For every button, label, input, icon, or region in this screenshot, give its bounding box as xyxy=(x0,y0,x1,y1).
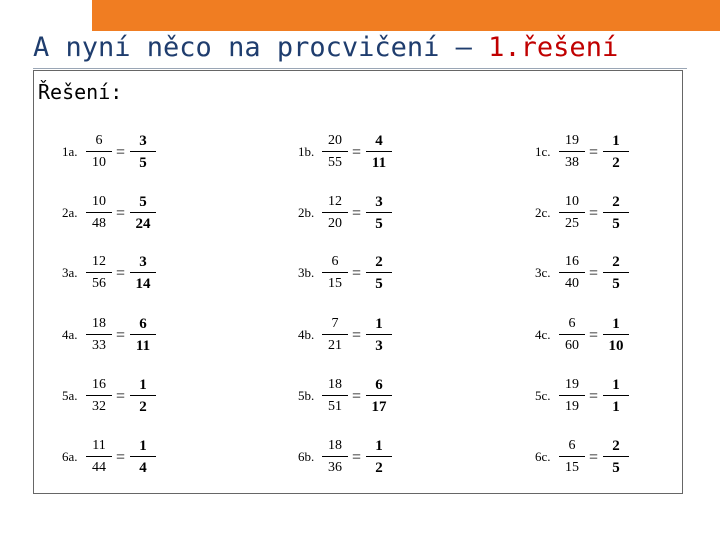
fraction-bar xyxy=(603,334,629,335)
equals-sign: = xyxy=(352,144,362,161)
denominator: 36 xyxy=(328,460,342,475)
original-fraction xyxy=(559,253,585,293)
exercise-3b xyxy=(298,256,418,300)
equals-sign: = xyxy=(589,449,599,466)
exercise-label: 1a. xyxy=(62,144,78,159)
fraction-bar xyxy=(603,395,629,396)
exercise-label: 5a. xyxy=(62,388,78,403)
original-fraction xyxy=(86,315,112,355)
original-fraction xyxy=(86,376,112,416)
exercise-label: 2b. xyxy=(298,205,315,220)
reduced-fraction xyxy=(603,193,629,233)
fraction-bar xyxy=(559,456,585,457)
fraction-bar xyxy=(366,212,392,213)
numerator: 1 xyxy=(139,377,147,393)
numerator: 11 xyxy=(92,438,106,453)
fraction-bar xyxy=(559,212,585,213)
numerator: 18 xyxy=(328,377,342,392)
numerator: 20 xyxy=(328,133,342,148)
denominator: 3 xyxy=(375,338,383,354)
exercise-label: 1b. xyxy=(298,144,315,159)
exercise-label: 2a. xyxy=(62,205,78,220)
fraction-bar xyxy=(559,151,585,152)
fraction-bar xyxy=(86,334,112,335)
equals-sign: = xyxy=(589,205,599,222)
original-fraction xyxy=(322,193,348,233)
numerator: 7 xyxy=(331,316,339,331)
fraction-bar xyxy=(86,456,112,457)
numerator: 2 xyxy=(612,254,620,270)
numerator: 2 xyxy=(612,194,620,210)
fraction-bar xyxy=(130,272,156,273)
title-highlight: 1.řešení xyxy=(488,32,619,63)
exercise-label: 5b. xyxy=(298,388,315,403)
original-fraction xyxy=(559,376,585,416)
fraction-bar xyxy=(86,395,112,396)
fraction-bar xyxy=(559,272,585,273)
exercise-5b xyxy=(298,379,418,423)
numerator: 3 xyxy=(139,254,147,270)
exercise-4b xyxy=(298,318,418,362)
equals-sign: = xyxy=(589,265,599,282)
fraction-bar xyxy=(366,334,392,335)
reduced-fraction xyxy=(603,253,629,293)
equals-sign: = xyxy=(116,449,126,466)
denominator: 5 xyxy=(375,276,383,292)
equals-sign: = xyxy=(589,388,599,405)
numerator: 18 xyxy=(92,316,106,331)
reduced-fraction xyxy=(366,376,392,416)
reduced-fraction xyxy=(130,315,156,355)
reduced-fraction xyxy=(603,376,629,416)
numerator: 2 xyxy=(375,254,383,270)
numerator: 1 xyxy=(612,377,620,393)
exercise-5c xyxy=(535,379,655,423)
denominator: 11 xyxy=(135,338,151,354)
equals-sign: = xyxy=(352,388,362,405)
denominator: 5 xyxy=(612,276,620,292)
original-fraction xyxy=(559,437,585,477)
exercise-label: 1c. xyxy=(535,144,551,159)
fraction-bar xyxy=(603,456,629,457)
numerator: 6 xyxy=(568,438,576,453)
fraction-bar xyxy=(322,212,348,213)
exercise-3c xyxy=(535,256,655,300)
original-fraction xyxy=(322,253,348,293)
fraction-bar xyxy=(130,212,156,213)
denominator: 25 xyxy=(565,216,579,231)
fraction-bar xyxy=(603,151,629,152)
fraction-bar xyxy=(603,272,629,273)
exercise-4a xyxy=(62,318,182,362)
denominator: 1 xyxy=(612,399,620,415)
denominator: 5 xyxy=(612,216,620,232)
solutions-label: Řešení: xyxy=(38,80,123,104)
equals-sign: = xyxy=(352,327,362,344)
denominator: 24 xyxy=(135,216,151,232)
equals-sign: = xyxy=(352,205,362,222)
fraction-bar xyxy=(366,272,392,273)
fraction-bar xyxy=(366,151,392,152)
original-fraction xyxy=(86,132,112,172)
fraction-bar xyxy=(559,395,585,396)
fraction-bar xyxy=(366,456,392,457)
denominator: 40 xyxy=(565,276,579,291)
equals-sign: = xyxy=(116,144,126,161)
denominator: 2 xyxy=(139,399,147,415)
fraction-bar xyxy=(130,334,156,335)
fraction-bar xyxy=(322,272,348,273)
numerator: 12 xyxy=(328,194,342,209)
original-fraction xyxy=(86,437,112,477)
fraction-bar xyxy=(322,456,348,457)
equals-sign: = xyxy=(589,144,599,161)
numerator: 1 xyxy=(375,438,383,454)
reduced-fraction xyxy=(130,253,156,293)
numerator: 6 xyxy=(95,133,103,148)
title-divider xyxy=(33,68,687,69)
original-fraction xyxy=(86,253,112,293)
reduced-fraction xyxy=(130,193,156,233)
denominator: 17 xyxy=(371,399,387,415)
denominator: 48 xyxy=(92,216,106,231)
denominator: 44 xyxy=(92,460,106,475)
exercise-1a xyxy=(62,135,182,179)
numerator: 1 xyxy=(375,316,383,332)
equals-sign: = xyxy=(116,265,126,282)
fraction-bar xyxy=(130,151,156,152)
numerator: 1 xyxy=(612,316,620,332)
denominator: 5 xyxy=(139,155,147,171)
numerator: 2 xyxy=(612,438,620,454)
title-main: A nyní něco na procvičení – xyxy=(33,32,489,63)
denominator: 55 xyxy=(328,155,342,170)
original-fraction xyxy=(322,437,348,477)
exercise-label: 4a. xyxy=(62,327,78,342)
fraction-bar xyxy=(603,212,629,213)
exercise-label: 6b. xyxy=(298,449,315,464)
fraction-bar xyxy=(130,395,156,396)
denominator: 21 xyxy=(328,338,342,353)
numerator: 4 xyxy=(375,133,383,149)
equals-sign: = xyxy=(589,327,599,344)
top-bar xyxy=(0,0,720,30)
exercise-2a xyxy=(62,196,182,240)
exercise-3a xyxy=(62,256,182,300)
denominator: 38 xyxy=(565,155,579,170)
denominator: 56 xyxy=(92,276,106,291)
equals-sign: = xyxy=(352,265,362,282)
original-fraction xyxy=(322,315,348,355)
fraction-bar xyxy=(322,151,348,152)
denominator: 60 xyxy=(565,338,579,353)
exercise-5a xyxy=(62,379,182,423)
numerator: 12 xyxy=(92,254,106,269)
numerator: 6 xyxy=(139,316,147,332)
reduced-fraction xyxy=(603,315,629,355)
numerator: 19 xyxy=(565,377,579,392)
reduced-fraction xyxy=(130,437,156,477)
exercise-label: 3c. xyxy=(535,265,551,280)
slide-title xyxy=(33,33,618,63)
fraction-bar xyxy=(322,334,348,335)
equals-sign: = xyxy=(352,449,362,466)
fraction-bar xyxy=(86,272,112,273)
denominator: 33 xyxy=(92,338,106,353)
reduced-fraction xyxy=(603,437,629,477)
numerator: 19 xyxy=(565,133,579,148)
original-fraction xyxy=(559,193,585,233)
fraction-bar xyxy=(366,395,392,396)
equals-sign: = xyxy=(116,327,126,344)
exercise-4c xyxy=(535,318,655,362)
numerator: 10 xyxy=(565,194,579,209)
exercise-label: 6c. xyxy=(535,449,551,464)
exercise-label: 4b. xyxy=(298,327,315,342)
reduced-fraction xyxy=(366,253,392,293)
numerator: 6 xyxy=(331,254,339,269)
exercise-label: 3b. xyxy=(298,265,315,280)
exercise-label: 6a. xyxy=(62,449,78,464)
denominator: 11 xyxy=(371,155,387,171)
numerator: 10 xyxy=(92,194,106,209)
numerator: 5 xyxy=(139,194,147,210)
reduced-fraction xyxy=(130,132,156,172)
numerator: 18 xyxy=(328,438,342,453)
exercise-6b xyxy=(298,440,418,484)
equals-sign: = xyxy=(116,205,126,222)
fraction-bar xyxy=(86,212,112,213)
top-accent-bar xyxy=(92,0,720,31)
reduced-fraction xyxy=(366,193,392,233)
fraction-bar xyxy=(559,334,585,335)
denominator: 14 xyxy=(135,276,151,292)
denominator: 15 xyxy=(565,460,579,475)
exercise-label: 2c. xyxy=(535,205,551,220)
numerator: 6 xyxy=(375,377,383,393)
numerator: 16 xyxy=(92,377,106,392)
fraction-bar xyxy=(86,151,112,152)
reduced-fraction xyxy=(366,315,392,355)
exercise-label: 3a. xyxy=(62,265,78,280)
fraction-bar xyxy=(130,456,156,457)
numerator: 6 xyxy=(568,316,576,331)
denominator: 19 xyxy=(565,399,579,414)
exercise-1b xyxy=(298,135,418,179)
denominator: 15 xyxy=(328,276,342,291)
reduced-fraction xyxy=(366,437,392,477)
reduced-fraction xyxy=(130,376,156,416)
original-fraction xyxy=(322,376,348,416)
original-fraction xyxy=(322,132,348,172)
exercise-label: 4c. xyxy=(535,327,551,342)
original-fraction xyxy=(86,193,112,233)
denominator: 4 xyxy=(139,460,147,476)
exercise-6a xyxy=(62,440,182,484)
exercise-6c xyxy=(535,440,655,484)
numerator: 1 xyxy=(139,438,147,454)
exercise-2b xyxy=(298,196,418,240)
denominator: 20 xyxy=(328,216,342,231)
exercise-label: 5c. xyxy=(535,388,551,403)
numerator: 1 xyxy=(612,133,620,149)
denominator: 2 xyxy=(375,460,383,476)
denominator: 2 xyxy=(612,155,620,171)
denominator: 5 xyxy=(612,460,620,476)
numerator: 3 xyxy=(375,194,383,210)
denominator: 5 xyxy=(375,216,383,232)
exercise-2c xyxy=(535,196,655,240)
fraction-bar xyxy=(322,395,348,396)
numerator: 16 xyxy=(565,254,579,269)
equals-sign: = xyxy=(116,388,126,405)
original-fraction xyxy=(559,132,585,172)
denominator: 32 xyxy=(92,399,106,414)
exercise-1c xyxy=(535,135,655,179)
reduced-fraction xyxy=(366,132,392,172)
denominator: 51 xyxy=(328,399,342,414)
denominator: 10 xyxy=(608,338,624,354)
original-fraction xyxy=(559,315,585,355)
reduced-fraction xyxy=(603,132,629,172)
denominator: 10 xyxy=(92,155,106,170)
numerator: 3 xyxy=(139,133,147,149)
